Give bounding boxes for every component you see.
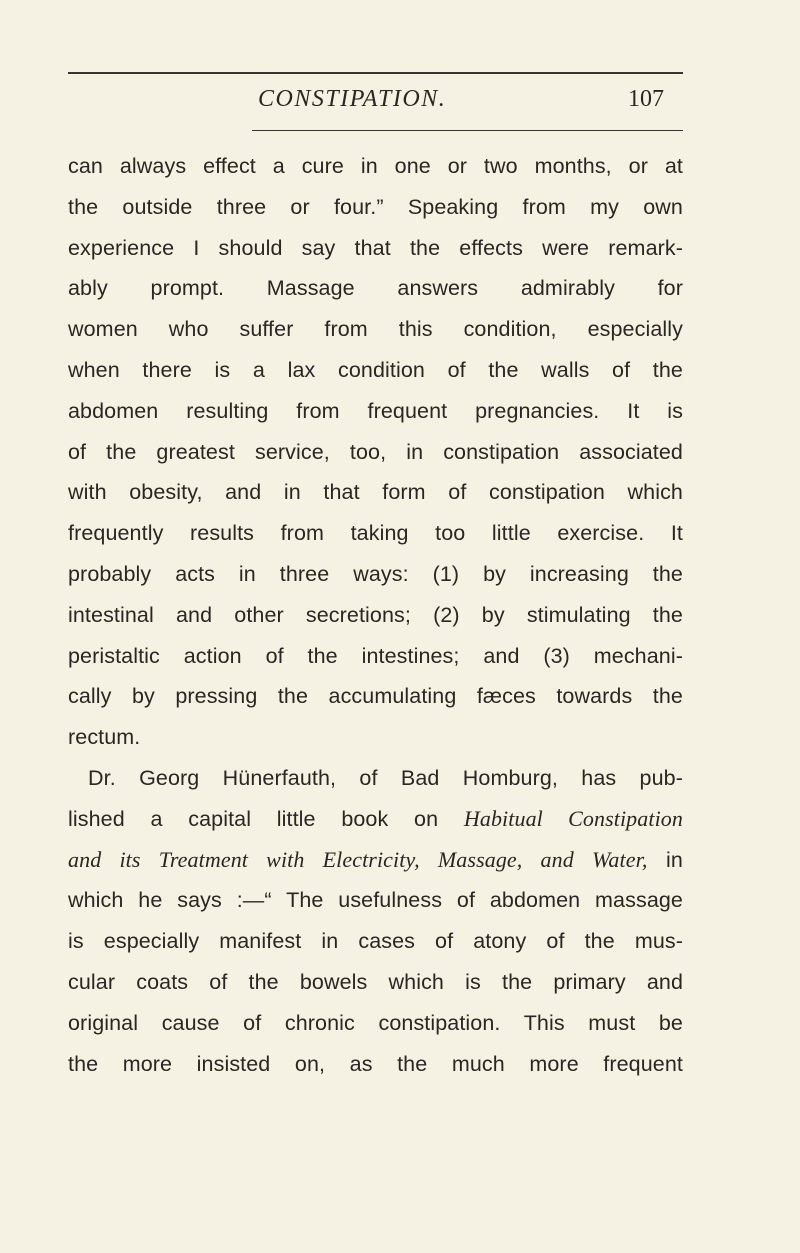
paragraph-1: [68, 146, 683, 758]
text-span: lished a capital little book on: [68, 806, 464, 831]
book-title-italic: Habitual Constipation: [463, 805, 683, 831]
text-line: [68, 799, 683, 840]
text-line: the more insisted on, as the much more frequent: [68, 1051, 683, 1076]
running-header: [0, 84, 800, 124]
page-number: 107: [628, 86, 664, 112]
text-line: abdomen resulting from frequent pregnancies. It is: [68, 398, 683, 423]
body-text: [68, 146, 683, 1084]
book-title-italic: and its Treatment with Electricity, Massage, and Water,: [68, 846, 648, 872]
text-line: with obesity, and in that form of constipation which: [68, 480, 683, 505]
text-line: can always effect a cure in one or two months, or at: [68, 154, 683, 178]
text-line: rectum.: [68, 725, 141, 750]
text-line: original cause of chronic constipation. This must be: [68, 1010, 683, 1035]
text-line: cally by pressing the accumulating fæces towards the: [68, 684, 683, 709]
paragraph-2: [68, 758, 683, 1084]
text-line: which he says :—“ The usefulness of abdomen massage: [68, 888, 683, 913]
text-line: probably acts in three ways: (1) by increasing the: [68, 561, 683, 586]
text-line: ably prompt. Massage answers admirably for: [68, 276, 683, 301]
text-line: [68, 840, 683, 881]
text-line: peristaltic action of the intestines; and (3) mechani-: [68, 643, 683, 668]
text-line: Dr. Georg Hünerfauth, of Bad Homburg, has pub-: [88, 765, 683, 790]
text-line: frequently results from taking too little exercise. It: [68, 521, 683, 546]
header-rule-top: [68, 72, 683, 74]
text-line: women who suffer from this condition, especially: [68, 317, 683, 342]
text-line: is especially manifest in cases of atony of the mus-: [68, 929, 683, 954]
text-line: the outside three or four.” Speaking from my own: [68, 194, 683, 219]
text-span: in: [647, 847, 683, 872]
running-title: CONSTIPATION.: [258, 86, 447, 112]
text-line: intestinal and other secretions; (2) by stimulating the: [68, 602, 683, 627]
text-line: when there is a lax condition of the walls of the: [68, 357, 683, 382]
text-line: of the greatest service, too, in constipation associated: [68, 439, 683, 464]
header-rule-bottom: [252, 130, 683, 131]
text-line: experience I should say that the effects were remark-: [68, 235, 683, 260]
text-line: cular coats of the bowels which is the primary and: [68, 969, 683, 994]
